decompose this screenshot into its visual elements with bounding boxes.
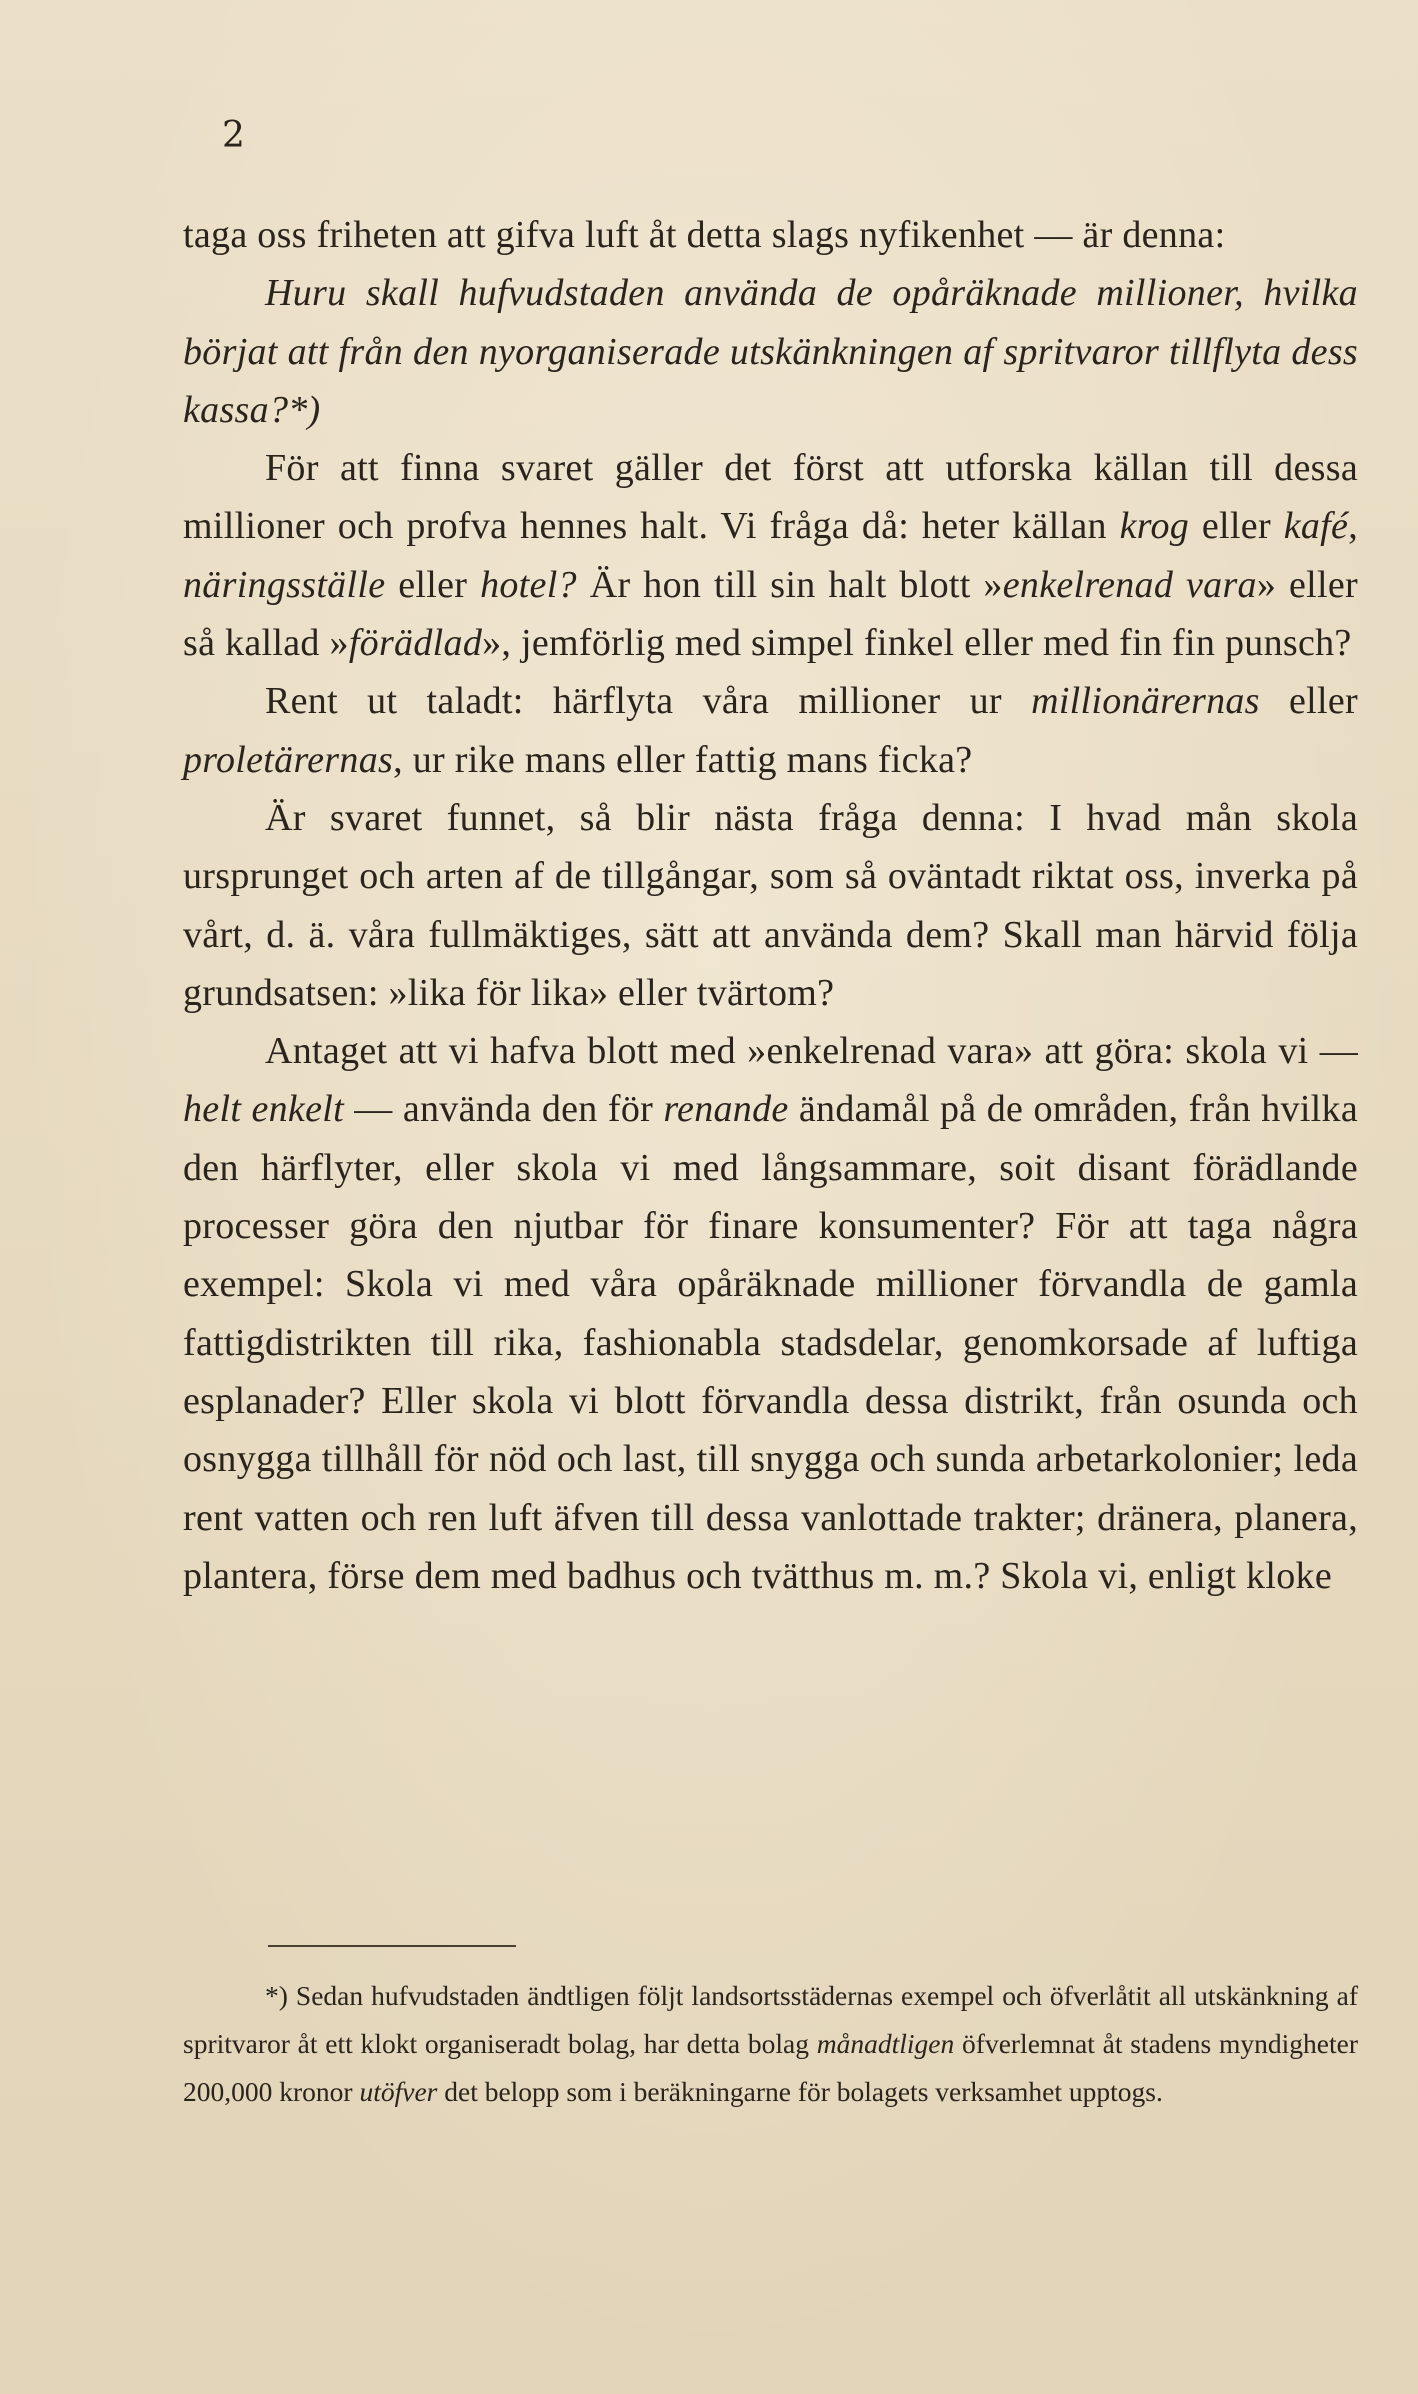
emphasis-krog: krog [1119,505,1190,548]
text-run: eller [385,563,481,606]
text-run: det belopp som i beräkningarne för bolagets verksamhet upptogs. [437,2076,1163,2107]
text-run: , ur rike mans eller fattig mans ficka? [393,738,973,781]
emphasis-utofver: utöfver [359,2076,438,2107]
emphasis-foradlad: förädlad [348,622,483,665]
text-run: För att finna svaret gäller det först att utforska källan till dessa millioner och profva hennes halt. Vi fråga då: heter källan [183,447,1358,548]
text-run: öfverlemnat åt stadens myndigheter 200,000 kronor [183,2028,1358,2107]
text-run: *) Sedan hufvudstaden ändtligen följt landsortsstädernas exempel och öfverlåtit all utskänkning af spritvaror åt ett klokt organiseradt bolag, har detta bolag [183,1980,1358,2059]
emphasis-kafe: kafé [1283,505,1349,548]
emphasis-proletarernas: proletärernas [183,738,394,781]
text-run: eller [1189,505,1284,548]
text-run: , [1348,505,1359,548]
footnote [183,1972,1358,2116]
paragraph-plain-spoken [183,672,1358,789]
footnote-section [183,1972,1358,2116]
text-run: ändamål på de områden, från hvilka den härflyter, eller skola vi med långsammare, soit disant förädlande processer göra den njutbar för finare konsumenter? För att taga några exempel: Skola vi med våra opåräknade millioner förvandla de gamla fattigdistrikten till rika, fashionabla stadsdelar, genomkorsade af luftiga esplanader? Eller skola vi blott förvandla dessa distrikt, från osunda och osnygga tillhåll för nöd och last, till snygga och sunda arbetarkolonier; leda rent vatten och ren luft äfven till dessa vanlottade trakter; dränera, planera, plantera, förse dem med badhus och tvätthus m. m.? Skola vi, enligt kloke [183,1088,1358,1597]
emphasis-millionarernas: millionärernas [1031,680,1260,723]
emphasis-enkelrenad-vara: enkelrenad vara [1002,563,1257,606]
emphasis-naringsstalle: näringsställe [183,563,386,606]
paragraph-question: Huru skall hufvudstaden använda de opåräknade millioner, hvilka börjat att från den nyorganiserade utskänkningen af spritvaror tillflyta dess kassa?*) [183,272,1358,431]
paragraph-source [183,439,1358,672]
footnote-divider [268,1945,516,1947]
text-run: », jemförlig med simpel finkel eller med fin fin punsch? [482,622,1352,665]
emphasis-renande: renande [663,1088,789,1131]
emphasis-helt-enkelt: helt enkelt [183,1088,344,1131]
text-run: » eller så kallad » [183,563,1358,665]
paragraph-intro: taga oss friheten att gifva luft åt detta slags nyfikenhet — är denna: [183,214,1226,256]
text-run: Antaget att vi hafva blott med »enkelrenad vara» att göra: skola vi — [265,1030,1358,1073]
body-text [183,206,1358,1605]
text-run: Rent ut taladt: härflyta våra millioner ur [265,680,1032,723]
page-number: 2 [222,115,245,156]
text-run: — använda den för [343,1088,664,1131]
paragraph-next-question: Är svaret funnet, så blir nästa fråga denna: I hvad mån skola ursprunget och arten af de tillgångar, som så oväntadt riktat oss, inverka på vårt, d. ä. våra fullmäktiges, sätt att använda dem? Skall man härvid följa grundsatsen: »lika för lika» eller tvärtom? [183,796,1358,1014]
emphasis-manadtligen: månadtligen [816,2028,955,2059]
text-run: eller [1259,680,1358,723]
emphasis-hotel: hotel? [480,563,577,606]
text-run: Är hon till sin halt blott » [576,563,1003,606]
paragraph-assumption [183,1022,1358,1605]
